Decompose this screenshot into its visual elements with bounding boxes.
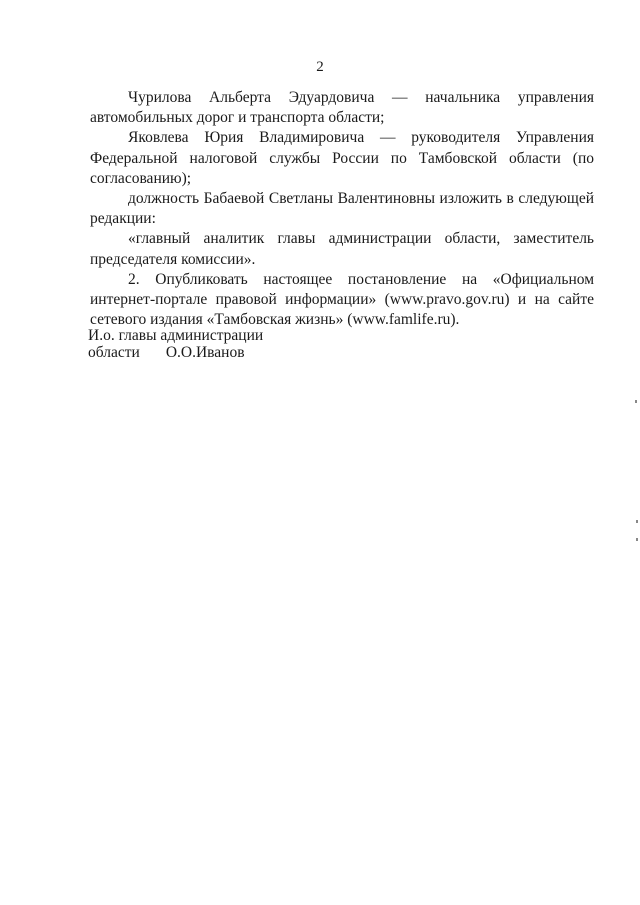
signature-block bbox=[88, 327, 263, 361]
signature-position: И.о. главы администрации bbox=[88, 327, 264, 344]
scan-artifact bbox=[636, 538, 638, 541]
signature-line-2 bbox=[88, 344, 263, 361]
paragraph-yakovlev: Яковлева Юрия Владимировича — руководителя Управления Федеральной налоговой службы России по Тамбовской области (по согласованию); bbox=[90, 129, 594, 187]
signature-position-2: области bbox=[88, 344, 140, 361]
scan-artifact bbox=[636, 520, 638, 523]
scan-artifact bbox=[635, 400, 637, 403]
paragraph-babaeva: должность Бабаевой Светланы Валентиновны изложить в следующей редакции: bbox=[90, 190, 594, 228]
page-number: 2 bbox=[316, 59, 324, 75]
paragraph-new-position: «главный аналитик главы администрации области, заместитель председателя комиссии». bbox=[90, 230, 594, 268]
signatory-name: О.О.Иванов bbox=[165, 344, 245, 361]
paragraph-publication: 2. Опубликовать настоящее постановление на «Официальном интернет-портале правовой информации» (www.pravo.gov.ru) и на сайте сетевого издания «Тамбовская жизнь» (www.famlife.ru). bbox=[90, 270, 594, 329]
paragraph-churilov: Чурилова Альберта Эдуардовича — начальника управления автомобильных дорог и транспорта области; bbox=[90, 89, 594, 127]
document-body bbox=[90, 88, 594, 330]
